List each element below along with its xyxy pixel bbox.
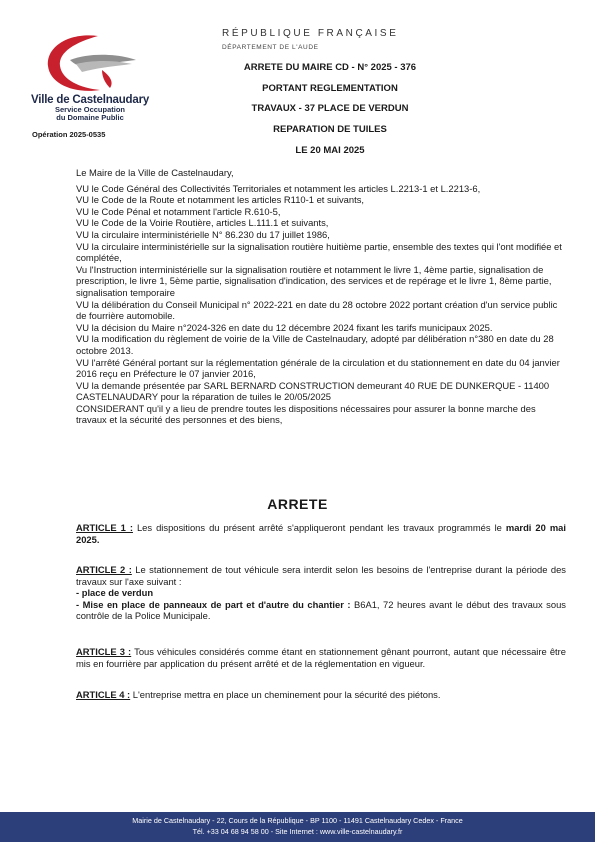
- article-2-item-1: - place de verdun: [76, 587, 154, 599]
- preamble-line: VU l'arrêté Général portant sur la réglementation générale de la circulation et du stationnement en date du 04 janvier 2016 reçu en Préfecture le 07 janvier 2016,: [76, 356, 560, 380]
- preamble: [76, 167, 566, 426]
- article-4-text: L'entreprise mettra en place un cheminement pour la sécurité des piétons.: [130, 689, 441, 700]
- article-1-date: mardi 20 mai 2025.: [76, 522, 566, 545]
- article-2-title: ARTICLE 2 :: [76, 564, 132, 575]
- article-4: [76, 689, 566, 701]
- preamble-line: Vu l'Instruction interministérielle sur la signalisation routière et notamment le livre 1, 4ème partie, signalisation de prescription, le livre 1, 5ème partie, signalisation d'indication, des services et de repérage et le livre 1, 8ème partie, signalisation temporaire: [76, 263, 552, 298]
- article-4-title: ARTICLE 4 :: [76, 689, 131, 700]
- title-line-4: REPARATION DE TUILES: [273, 124, 387, 135]
- preamble-line: VU le Code Général des Collectivités Territoriales et notamment les articles L.2213-1 et L.2213-6,: [76, 182, 481, 194]
- footer-contact: Tél. +33 04 68 94 58 00 - Site Internet : www.ville-castelnaudary.fr: [192, 827, 403, 836]
- arrete-heading: ARRETE: [267, 496, 328, 512]
- preamble-line: CONSIDERANT qu'il y a lieu de prendre toutes les dispositions nécessaires pour assurer la bonne marche des travaux et la sécurité des personnes et des biens,: [76, 402, 536, 426]
- departement: DÉPARTEMENT DE L'AUDE: [222, 44, 319, 51]
- article-3-title: ARTICLE 3 :: [76, 646, 132, 657]
- article-3-text: Tous véhicules considérés comme étant en stationnement gênant pourront, autant que nécessaire être mis en fourrière par application du présent arrêté et de la réglementation en vigueur.: [76, 646, 566, 669]
- city-logo-icon: [40, 30, 140, 98]
- title-line-2: PORTANT REGLEMENTATION: [262, 83, 398, 94]
- operation-number: Opération 2025-0535: [32, 130, 106, 139]
- article-3: [76, 646, 566, 669]
- service-name: [30, 106, 150, 122]
- footer-address: Mairie de Castelnaudary - 22, Cours de la République - BP 1100 - 11491 Castelnaudary Cedex - France: [132, 816, 463, 825]
- preamble-line: VU la modification du règlement de voirie de la Ville de Castelnaudary, adopté par délibération n°380 en date du 28 octobre 2013.: [76, 333, 554, 356]
- article-2: [76, 564, 566, 622]
- preamble-line: VU la décision du Maire n°2024-326 en date du 12 décembre 2024 fixant les tarifs municipaux 2025.: [76, 321, 493, 333]
- article-2-item-2-text: B6A1, 72 heures avant le début des travaux sous contrôle de la Police Municipale.: [76, 598, 566, 622]
- article-1-title: ARTICLE 1 :: [76, 522, 133, 533]
- preamble-line: VU le Code Pénal et notamment l'article R.610-5,: [76, 205, 281, 217]
- article-2-text: Le stationnement de tout véhicule sera interdit selon les besoins de l'entreprise durant la période des travaux sur l'axe suivant :: [76, 564, 566, 587]
- article-1: [76, 522, 566, 545]
- service-line-1: Service Occupation: [54, 105, 126, 114]
- republique-francaise: RÉPUBLIQUE FRANÇAISE: [222, 28, 399, 39]
- title-line-5: LE 20 MAI 2025: [295, 145, 365, 156]
- article-1-text: Les dispositions du présent arrêté s'appliqueront pendant les travaux programmés le: [132, 522, 506, 533]
- service-line-2: du Domaine Public: [56, 113, 124, 122]
- title-line-1: ARRETE DU MAIRE CD - N° 2025 - 376: [243, 62, 417, 73]
- preamble-line: Le Maire de la Ville de Castelnaudary,: [76, 167, 234, 178]
- preamble-line: VU le Code de la Voirie Routière, articles L.111.1 et suivants,: [76, 217, 329, 229]
- preamble-line: VU la circulaire interministérielle sur la signalisation routière huitième partie, ensemble des textes qui l'ont modifiée et complétée,: [76, 240, 562, 264]
- preamble-line: VU la demande présentée par SARL BERNARD CONSTRUCTION demeurant 40 RUE DE DUNKERQUE - 11400 CASTELNAUDARY pour la réparation de tuiles le 20/05/2025: [76, 379, 550, 403]
- city-name: Ville de Castelnaudary: [30, 94, 150, 106]
- preamble-line: VU la délibération du Conseil Municipal n° 2022-221 en date du 28 octobre 2022 portant création d'un service public de fourrière automobile.: [76, 298, 558, 322]
- preamble-line: VU la circulaire interministérielle N° 86.230 du 17 juillet 1986,: [76, 228, 330, 240]
- preamble-line: VU le Code de la Route et notamment les articles R110-1 et suivants,: [76, 194, 364, 206]
- title-line-3: TRAVAUX - 37 PLACE DE VERDUN: [251, 103, 409, 114]
- article-2-item-2-bold: - Mise en place de panneaux de part et d'autre du chantier :: [76, 598, 351, 610]
